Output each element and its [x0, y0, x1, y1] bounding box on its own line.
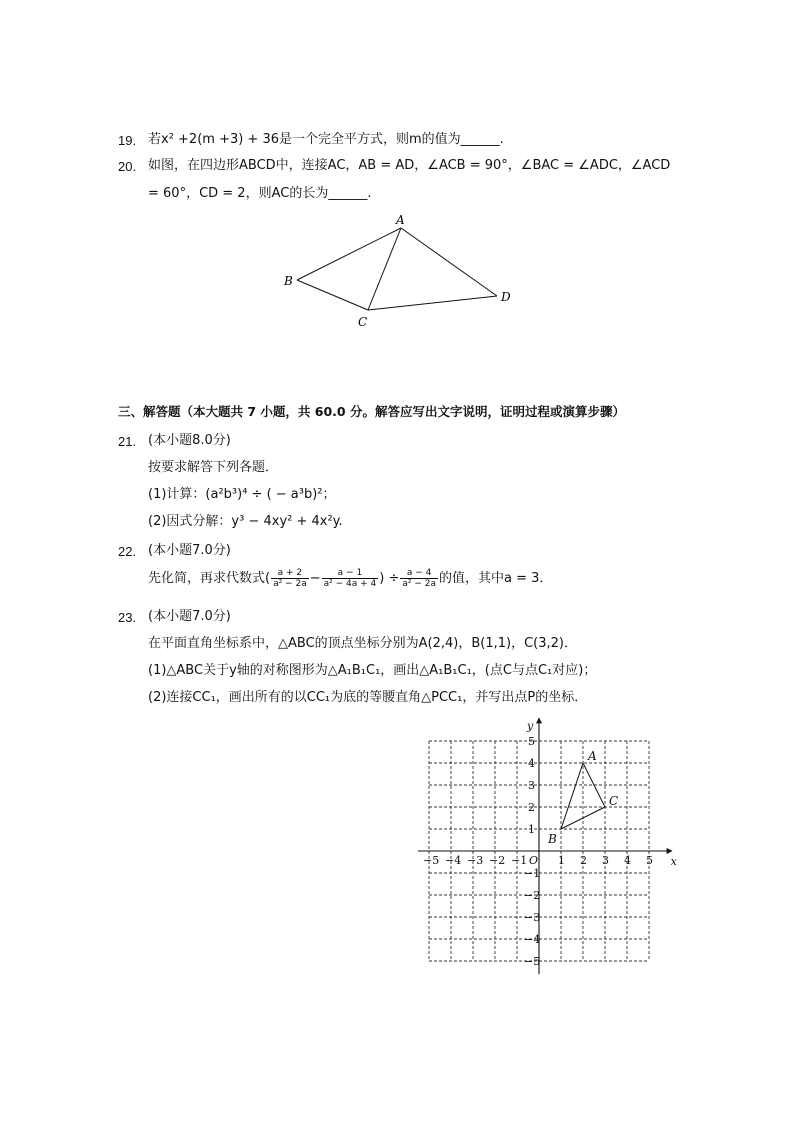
q21-part2: (2)因式分解：y³ − 4xy² + 4x²y.: [148, 514, 343, 529]
section3-title: 三、解答题（本大题共 7 小题，共 60.0 分。解答应写出文字说明，证明过程或演算步骤）: [118, 404, 625, 419]
q22-divide: ) ÷: [379, 571, 400, 586]
q23-part1: (1)△ABC关于y轴的对称图形为△A₁B₁C₁，画出△A₁B₁C₁，(点C与点C₁对应)；: [148, 663, 597, 678]
point-b-label: B: [548, 832, 557, 846]
segment-bc: [297, 280, 368, 310]
q22-expression: [148, 566, 552, 592]
y-tick-label: 5: [528, 735, 535, 748]
q21-number: 21.: [118, 434, 137, 449]
y-tick-label: −3: [524, 911, 541, 924]
y-tick-label: −4: [524, 933, 541, 946]
x-tick-label: 5: [646, 854, 653, 867]
q22-fraction-2: [322, 568, 379, 589]
q20-number: 20.: [118, 159, 137, 174]
q22-minus: −: [309, 571, 321, 586]
y-axis-label: y: [527, 719, 534, 733]
x-tick-label: 1: [558, 854, 565, 867]
y-tick-label: −5: [524, 955, 541, 968]
x-tick-label: 3: [602, 854, 609, 867]
segment-cd: [368, 296, 497, 310]
q23-points: (本小题7.0分): [148, 609, 231, 624]
x-tick-label: 4: [624, 854, 631, 867]
y-tick-label: 1: [528, 823, 535, 836]
segment-ac: [368, 228, 401, 310]
y-tick-label: 3: [528, 779, 535, 792]
y-tick-label: 4: [528, 757, 535, 770]
x-tick-label: −3: [467, 854, 484, 867]
q21-intro: 按要求解答下列各题．: [148, 460, 279, 475]
y-tick-label: −1: [524, 867, 541, 880]
q22-fraction-1: [271, 568, 309, 589]
x-axis-label: x: [670, 855, 677, 868]
q22-points: (本小题7.0分): [148, 543, 231, 558]
label-d: D: [501, 290, 511, 304]
q22-frac2-denominator: a² − 4a + 4: [323, 579, 377, 589]
x-tick-label: 2: [580, 854, 587, 867]
origin-label: O: [529, 854, 539, 867]
q19-text: 若x² +2(m +3) + 36是一个完全平方式，则m的值为______.: [148, 132, 504, 147]
y-axis-arrow-icon: [536, 717, 542, 723]
point-c-label: C: [609, 794, 619, 808]
y-tick-label: 2: [528, 801, 535, 814]
q20-line2: = 60°，CD = 2，则AC的长为______.: [148, 186, 372, 201]
label-a: A: [396, 213, 405, 227]
x-tick-label: −5: [423, 854, 440, 867]
x-tick-label: −4: [445, 854, 462, 867]
q20-quadrilateral-figure: [280, 210, 520, 335]
y-tick-label: −2: [524, 889, 541, 902]
segment-ad: [401, 228, 497, 296]
q22-frac1-numerator: a + 2: [271, 568, 309, 579]
x-axis-arrow-icon: [667, 848, 673, 854]
q22-suffix: 的值，其中a = 3．: [439, 571, 553, 586]
x-tick-label: −1: [511, 854, 528, 867]
q21-part1: (1)计算：(a²b³)⁴ ÷ ( − a³b)²；: [148, 487, 336, 502]
x-tick-label: −2: [489, 854, 506, 867]
q20-line1: 如图，在四边形ABCD中，连接AC，AB = AD，∠ACB = 90°，∠BAC = ∠ADC，∠ACD: [148, 158, 671, 173]
q23-coordinate-grid: [410, 712, 675, 987]
label-c: C: [358, 315, 368, 329]
q22-fraction-3: [400, 568, 438, 589]
q21-points: (本小题8.0分): [148, 433, 231, 448]
q19-number: 19.: [118, 133, 137, 148]
q23-part2: (2)连接CC₁，画出所有的以CC₁为底的等腰直角△PCC₁，并写出点P的坐标．: [148, 690, 588, 705]
q22-frac1-denominator: a² − 2a: [273, 579, 307, 589]
label-b: B: [284, 274, 293, 288]
q23-intro: 在平面直角坐标系中，△ABC的顶点坐标分别为A(2,4)，B(1,1)，C(3,2)．: [148, 636, 578, 651]
q23-number: 23.: [118, 610, 137, 625]
point-a-label: A: [588, 749, 597, 763]
q22-number: 22.: [118, 544, 137, 559]
q22-frac3-denominator: a² − 2a: [402, 579, 436, 589]
q22-prefix: 先化简，再求代数式(: [148, 571, 271, 586]
q22-frac2-numerator: a − 1: [322, 568, 379, 579]
segment-ab: [297, 228, 401, 280]
q22-frac3-numerator: a − 4: [400, 568, 438, 579]
